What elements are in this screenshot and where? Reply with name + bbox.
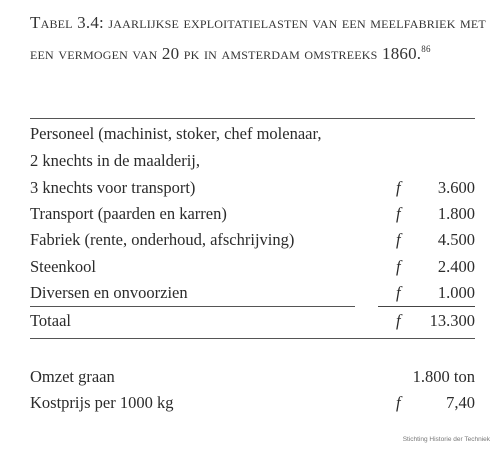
row-amount: 7,40: [446, 393, 475, 412]
currency-symbol: f: [396, 204, 401, 223]
total-row: [30, 311, 475, 337]
row-label: 2 knechts in de maalderij,: [30, 151, 200, 170]
currency-symbol: f: [396, 283, 401, 302]
table-row: [30, 151, 475, 177]
currency-symbol: f: [396, 230, 401, 249]
row-label: Kostprijs per 1000 kg: [30, 393, 174, 412]
currency-symbol: f: [396, 393, 401, 412]
table-row: [30, 204, 475, 230]
row-label: Transport (paarden en karren): [30, 204, 227, 223]
extra-row: [30, 367, 475, 393]
row-amount: 3.600: [437, 178, 475, 197]
total-amount: 13.300: [429, 311, 475, 330]
row-label: Steenkool: [30, 257, 96, 276]
table-row: [30, 178, 475, 204]
table-caption: [30, 10, 490, 67]
total-label: Totaal: [30, 311, 71, 330]
top-rule: [30, 118, 475, 119]
currency-symbol: f: [396, 178, 401, 197]
row-label: Diversen en onvoorzien: [30, 283, 188, 302]
row-amount: 1.800: [437, 204, 475, 223]
table-row: [30, 124, 475, 150]
subtotal-rule: [378, 306, 475, 307]
row-label: Omzet graan: [30, 367, 115, 386]
caption-text: jaarlijkse exploitatielasten van een meelfabriek met een vermogen van 20 pk in amsterdam omstreeks 1860.: [30, 13, 486, 63]
row-amount: 2.400: [437, 257, 475, 276]
extra-row: [30, 393, 475, 419]
currency-symbol: f: [396, 257, 401, 276]
row-amount: 1.000: [437, 283, 475, 302]
row-label: 3 knechts voor transport): [30, 178, 196, 197]
source-credit: Stichting Historie der Techniek: [402, 436, 490, 443]
row-amount: 4.500: [437, 230, 475, 249]
currency-symbol: f: [396, 311, 401, 330]
row-amount: 1.800 ton: [412, 367, 475, 386]
row-label: Personeel (machinist, stoker, chef molenaar,: [30, 124, 322, 143]
bottom-rule: [30, 338, 475, 339]
footnote-marker: 86: [421, 44, 431, 54]
total-rule-left: [30, 306, 355, 307]
table-row: [30, 230, 475, 256]
row-label: Fabriek (rente, onderhoud, afschrijving): [30, 230, 295, 249]
table-row: [30, 257, 475, 283]
caption-prefix: Tabel 3.4:: [30, 13, 104, 32]
